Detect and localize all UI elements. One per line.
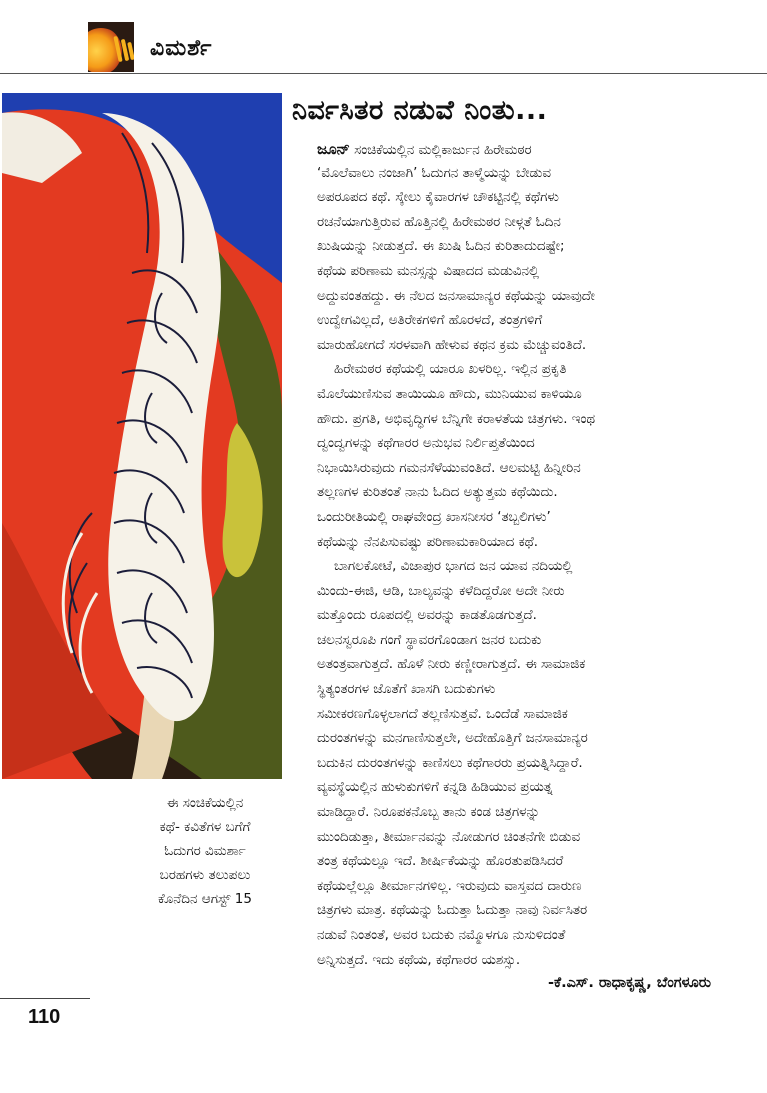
body-line: ಮಿಂದು-ಈಜಿ, ಆಡಿ, ಬಾಲ್ಯವನ್ನು ಕಳೆದಿದ್ದರೋ ಅದೇ ನೀರು	[317, 583, 565, 599]
header-divider	[0, 73, 767, 74]
body-line: ಸಮೀಕರಣಗೊಳ್ಳಲಾಗದೆ ತಲ್ಲಣಿಸುತ್ತವೆ. ಒಂದೆಡೆ ಸಾಮಾಜಿಕ	[317, 706, 568, 722]
body-line: ಉದ್ವೇಗವಿಲ್ಲದೆ, ಅತಿರೇಕಗಳಿಗೆ ಹೊರಳದೆ, ತಂತ್ರಗಳಿಗೆ	[317, 313, 543, 329]
body-line: ಅದ್ದುವಂತಹದ್ದು. ಈ ನೆಲದ ಜನಸಾಮಾನ್ಯರ ಕಥೆಯನ್ನು ಯಾವುದೇ	[317, 288, 595, 304]
footer-divider	[0, 998, 90, 999]
body-line: ಮಾರುಹೋಗದೆ ಸರಳವಾಗಿ ಹೇಳುವ ಕಥನ ಕ್ರಮ ಮೆಚ್ಚುವಂತಿದೆ.	[317, 337, 587, 353]
body-line: ದುರಂತಗಳನ್ನು ಮನಗಾಣಿಸುತ್ತಲೇ, ಅದೇಹೊತ್ತಿಗೆ ಜನಸಾಮಾನ್ಯರ	[317, 731, 588, 747]
body-line: ಅಪರೂಪದ ಕಥೆ. ಸ್ಕೇಲು ಕೈವಾರಗಳ ಚೌಕಟ್ಟಿನಲ್ಲಿ ಕಥೆಗಳು	[317, 190, 559, 206]
body-line: ಬದುಕಿನ ದುರಂತಗಳನ್ನು ಕಾಣಿಸಲು ಕಥೆಗಾರರು ಪ್ರಯತ್ನಿಸಿದ್ದಾರೆ.	[317, 755, 583, 771]
body-line: ಚಲನಸ್ವರೂಪಿ ಗಂಗೆ ಸ್ಥಾವರಗೊಂಡಾಗ ಜನರ ಬದುಕು	[317, 632, 542, 648]
body-line: ಅತಂತ್ರವಾಗುತ್ತದೆ. ಹೊಳೆ ನೀರು ಕಣ್ಣೀರಾಗುತ್ತದೆ. ಈ ಸಾಮಾಜಿಕ	[317, 657, 586, 673]
body-line: ತಲ್ಲಣಗಳ ಕುರಿತಂತೆ ನಾನು ಓದಿದ ಅತ್ಯುತ್ತಮ ಕಥೆಯಿದು.	[317, 485, 558, 501]
body-line: ವ್ಯವಸ್ಥೆಯಲ್ಲಿನ ಹುಳುಕುಗಳಿಗೆ ಕನ್ನಡಿ ಹಿಡಿಯುವ ಪ್ರಯತ್ನ	[317, 780, 553, 796]
caption-line: ಕೊನೆದಿನ ಆಗಸ್ಟ್ 15	[158, 891, 252, 907]
body-line: ಖುಷಿಯನ್ನು ನೀಡುತ್ತದೆ. ಈ ಖುಷಿ ಓದಿನ ಕುರಿತಾದುದಷ್ಟೇ;	[317, 239, 565, 255]
body-line: ನಡುವೆ ನಿಂತಂತೆ, ಅವರ ಬದುಕು ನಮ್ಮೊಳಗೂ ನುಸುಳಿದಂತೆ	[317, 928, 566, 943]
body-line: ಕಥೆಯ ಪರಿಣಾಮ ಮನಸ್ಸನ್ನು ವಿಷಾದದ ಮಡುವಿನಲ್ಲಿ	[317, 263, 540, 279]
body-line: ಅನ್ನಿಸುತ್ತದೆ. ಇದು ಕಥೆಯ, ಕಥೆಗಾರರ ಯಶಸ್ಸು.	[317, 952, 521, 968]
body-line: ತಂತ್ರ ಕಥೆಯಲ್ಲೂ ಇದೆ. ಶೀರ್ಷಿಕೆಯನ್ನು ಹೊರತುಪಡಿಸಿದರೆ	[317, 854, 564, 870]
body-line: ಒಂದುರೀತಿಯಲ್ಲಿ ರಾಘವೇಂದ್ರ ಖಾಸನೀಸರ ‘ತಬ್ಬಲಿಗಳು’	[317, 509, 551, 525]
caption-line: ಕಥೆ- ಕವಿತೆಗಳ ಬಗೆಗೆ	[159, 819, 251, 835]
body-line: ದ್ವಂದ್ವಗಳನ್ನು ಕಥೆಗಾರರ ಅನುಭವ ನಿರ್ಲಿಪ್ತತೆಯಿಂದ	[317, 436, 535, 452]
author-signature: -ಕೆ.ಎಸ್. ರಾಧಾಕೃಷ್ಣ, ಬೆಂಗಳೂರು	[547, 975, 711, 991]
body-line: ಹಿರೇಮಠರ ಕಥೆಯಲ್ಲಿ ಯಾರೂ ಖಳರಿಲ್ಲ. ಇಲ್ಲಿನ ಪ್ರಕೃತಿ	[317, 362, 567, 378]
body-line: ಬಾಗಲಕೋಟೆ, ವಿಜಾಪುರ ಭಾಗದ ಜನ ಯಾವ ನದಿಯಲ್ಲಿ	[317, 559, 573, 575]
body-line: ‘ಮೊಲೆವಾಲು ನಂಜಾಗಿ’ ಓದುಗನ ತಾಳ್ಮೆಯನ್ನು ಬೇಡುವ	[317, 165, 551, 181]
section-title: ವಿಮರ್ಶೆ	[150, 36, 213, 61]
body-line: ಮುಂದಿಡುತ್ತಾ, ತೀರ್ಮಾನವನ್ನು ನೋಡುಗರ ಚಿಂತನೆಗೇ ಬಿಡುವ	[317, 829, 581, 845]
body-line: ಹೌದು. ಪ್ರಗತಿ, ಅಭಿವೃದ್ಧಿಗಳ ಬೆನ್ನಿಗೇ ಕರಾಳತೆಯ ಚಿತ್ರಗಳು. ಇಂಥ	[317, 411, 596, 427]
body-line: ನಿಭಾಯಿಸಿರುವುದು ಗಮನಸೆಳೆಯುವಂತಿದೆ. ಆಲಮಟ್ಟಿ ಹಿನ್ನೀರಿನ	[317, 460, 581, 476]
body-line: ಮಾಡಿದ್ದಾರೆ. ನಿರೂಪಕನೊಬ್ಬ ತಾನು ಕಂಡ ಚಿತ್ರಗಳನ್ನು	[317, 805, 540, 821]
submission-note	[130, 791, 280, 911]
body-line: ಮೊಲೆಯುಣಿಸುವ ತಾಯಿಯೂ ಹೌದು, ಮುನಿಯುವ ಕಾಳಿಯೂ	[317, 386, 582, 402]
caption-line: ಬರಹಗಳು ತಲುಪಲು	[159, 867, 251, 883]
article-body	[317, 137, 717, 973]
body-line: ಚಿತ್ರಗಳು ಮಾತ್ರ. ಕಥೆಯನ್ನು ಓದುತ್ತಾ ಓದುತ್ತಾ ನಾವು ನಿರ್ವಸಿತರ	[317, 903, 588, 919]
caption-line: ಈ ಸಂಚಿಕೆಯಲ್ಲಿನ	[166, 795, 244, 811]
page-number: 110	[28, 1006, 61, 1028]
caption-line: ಓದುಗರ ವಿಮರ್ಶಾ	[164, 843, 246, 859]
lead-word: ಜೂನ್	[317, 140, 350, 158]
body-line: ಜೂನ್ ಸಂಚಿಕೆಯಲ್ಲಿನ ಮಲ್ಲಿಕಾರ್ಜುನ ಹಿರೇಮಠರ	[317, 140, 532, 158]
body-line: ರಚನೆಯಾಗುತ್ತಿರುವ ಹೊತ್ತಿನಲ್ಲಿ ಹಿರೇಮಠರ ನೀಳ್ಗತೆ ಓದಿನ	[317, 214, 561, 230]
painting-illustration	[2, 93, 282, 779]
body-line: ಮತ್ತೊಂದು ರೂಪದಲ್ಲಿ ಅವರನ್ನು ಕಾಡತೊಡಗುತ್ತದೆ.	[317, 608, 537, 624]
body-line: ಕಥೆಯಲ್ಲೆಲ್ಲೂ ತೀರ್ಮಾನಗಳಿಲ್ಲ. ಇರುವುದು ವಾಸ್ತವದ ದಾರುಣ	[317, 878, 582, 894]
body-line: ಕಥೆಯನ್ನು ನೆನಪಿಸುವಷ್ಟು ಪರಿಣಾಮಕಾರಿಯಾದ ಕಥೆ.	[317, 534, 539, 550]
body-line: ಸ್ಥಿತ್ಯಂತರಗಳ ಜೊತೆಗೆ ಖಾಸಗಿ ಬದುಕುಗಳು	[317, 682, 496, 698]
section-logo	[88, 22, 134, 72]
article-title: ನಿರ್ವಸಿತರ ನಡುವೆ ನಿಂತು...	[292, 95, 548, 126]
